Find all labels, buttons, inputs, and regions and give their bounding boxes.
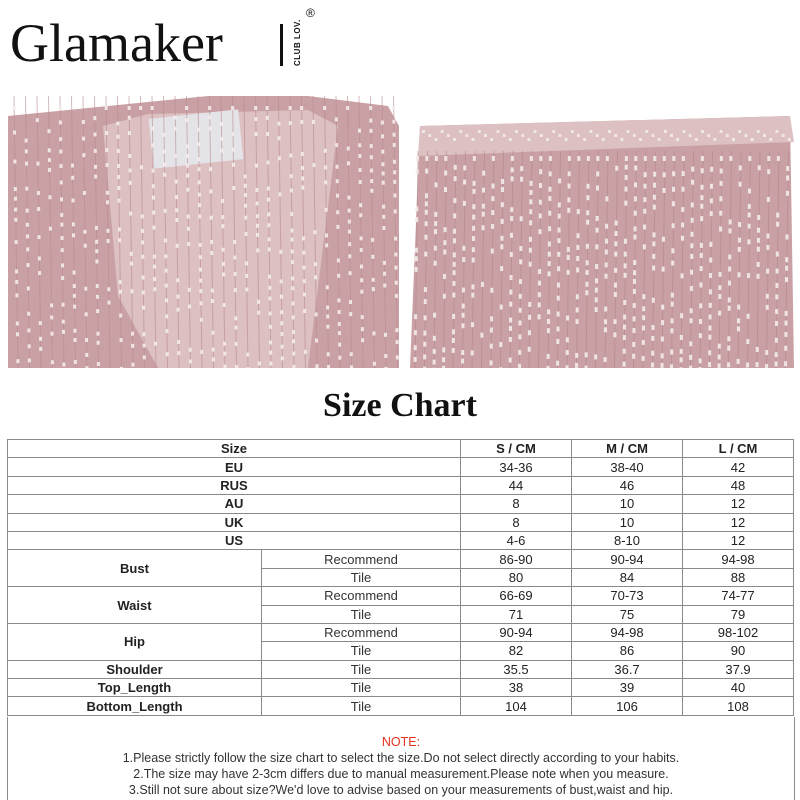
row-sublabel: Tile	[262, 697, 461, 715]
table-row	[8, 550, 794, 568]
cell-l: 108	[683, 697, 794, 715]
row-sublabel: Tile	[262, 605, 461, 623]
cell-l: 88	[683, 568, 794, 586]
cell-l: 12	[683, 495, 794, 513]
registered-mark: ®	[306, 6, 315, 20]
cell-s: 34-36	[461, 458, 572, 476]
note-title: NOTE:	[381, 735, 421, 749]
cell-m: 8-10	[572, 531, 683, 549]
table-row	[8, 531, 794, 549]
row-sublabel: Recommend	[262, 623, 461, 641]
cell-s: 82	[461, 642, 572, 660]
cell-m: 90-94	[572, 550, 683, 568]
header-m: M / CM	[572, 440, 683, 458]
cell-l: 40	[683, 679, 794, 697]
table-row	[8, 697, 794, 715]
size-chart-table	[7, 439, 794, 716]
brand-name: Glamaker	[10, 13, 223, 73]
row-label: Top_Length	[8, 679, 262, 697]
header-s: S / CM	[461, 440, 572, 458]
header-size: Size	[8, 440, 461, 458]
cell-l: 12	[683, 531, 794, 549]
row-sublabel: Tile	[262, 568, 461, 586]
cell-s: 38	[461, 679, 572, 697]
cell-l: 94-98	[683, 550, 794, 568]
row-label: Bust	[8, 550, 262, 587]
cell-m: 84	[572, 568, 683, 586]
cell-s: 8	[461, 495, 572, 513]
cell-l: 48	[683, 476, 794, 494]
cell-m: 46	[572, 476, 683, 494]
cell-m: 86	[572, 642, 683, 660]
cell-l: 90	[683, 642, 794, 660]
row-label: AU	[8, 495, 461, 513]
table-row	[8, 476, 794, 494]
table-row	[8, 623, 794, 641]
note-line: 3.Still not sure about size?We'd love to advise based on your measurements of bust,waist and hip.	[128, 783, 674, 797]
cell-s: 4-6	[461, 531, 572, 549]
cell-l: 98-102	[683, 623, 794, 641]
cell-m: 106	[572, 697, 683, 715]
cell-l: 12	[683, 513, 794, 531]
table-row	[8, 495, 794, 513]
row-label: Bottom_Length	[8, 697, 262, 715]
row-label: Shoulder	[8, 660, 262, 678]
row-label: UK	[8, 513, 461, 531]
cell-m: 36.7	[572, 660, 683, 678]
table-row	[8, 587, 794, 605]
product-photo-pants	[410, 96, 794, 368]
cell-s: 90-94	[461, 623, 572, 641]
cell-s: 8	[461, 513, 572, 531]
pants-fabric-image	[410, 96, 794, 368]
cell-s: 66-69	[461, 587, 572, 605]
row-label: Waist	[8, 587, 262, 624]
cell-l: 37.9	[683, 660, 794, 678]
cell-m: 38-40	[572, 458, 683, 476]
cell-l: 79	[683, 605, 794, 623]
cell-m: 70-73	[572, 587, 683, 605]
logo-divider	[280, 24, 283, 66]
row-label: RUS	[8, 476, 461, 494]
cell-l: 42	[683, 458, 794, 476]
product-photo-cardigan	[8, 96, 399, 368]
garment-tag	[149, 109, 244, 168]
cell-m: 39	[572, 679, 683, 697]
note-line: 1.Please strictly follow the size chart to select the size.Do not select directly according to your habits.	[122, 751, 680, 765]
row-sublabel: Tile	[262, 660, 461, 678]
row-label: US	[8, 531, 461, 549]
cell-s: 35.5	[461, 660, 572, 678]
cell-s: 86-90	[461, 550, 572, 568]
note-line: 2.The size may have 2-3cm differs due to manual measurement.Please note when you measure.	[133, 767, 669, 781]
table-row	[8, 660, 794, 678]
header-l: L / CM	[683, 440, 794, 458]
row-sublabel: Tile	[262, 642, 461, 660]
row-sublabel: Recommend	[262, 587, 461, 605]
cell-m: 10	[572, 495, 683, 513]
table-row	[8, 679, 794, 697]
cell-s: 80	[461, 568, 572, 586]
cell-m: 10	[572, 513, 683, 531]
cell-m: 75	[572, 605, 683, 623]
table-row	[8, 513, 794, 531]
cell-s: 104	[461, 697, 572, 715]
cell-l: 74-77	[683, 587, 794, 605]
notes-section	[7, 717, 795, 800]
row-sublabel: Recommend	[262, 550, 461, 568]
size-chart-title: Size Chart	[323, 387, 477, 424]
row-label: EU	[8, 458, 461, 476]
cell-s: 71	[461, 605, 572, 623]
table-row	[8, 458, 794, 476]
cell-s: 44	[461, 476, 572, 494]
cell-m: 94-98	[572, 623, 683, 641]
row-label: Hip	[8, 623, 262, 660]
table-header-row	[8, 440, 794, 458]
brand-sub-mark: CLUB LOV.	[293, 19, 302, 66]
row-sublabel: Tile	[262, 679, 461, 697]
cardigan-fabric-image	[8, 96, 399, 368]
